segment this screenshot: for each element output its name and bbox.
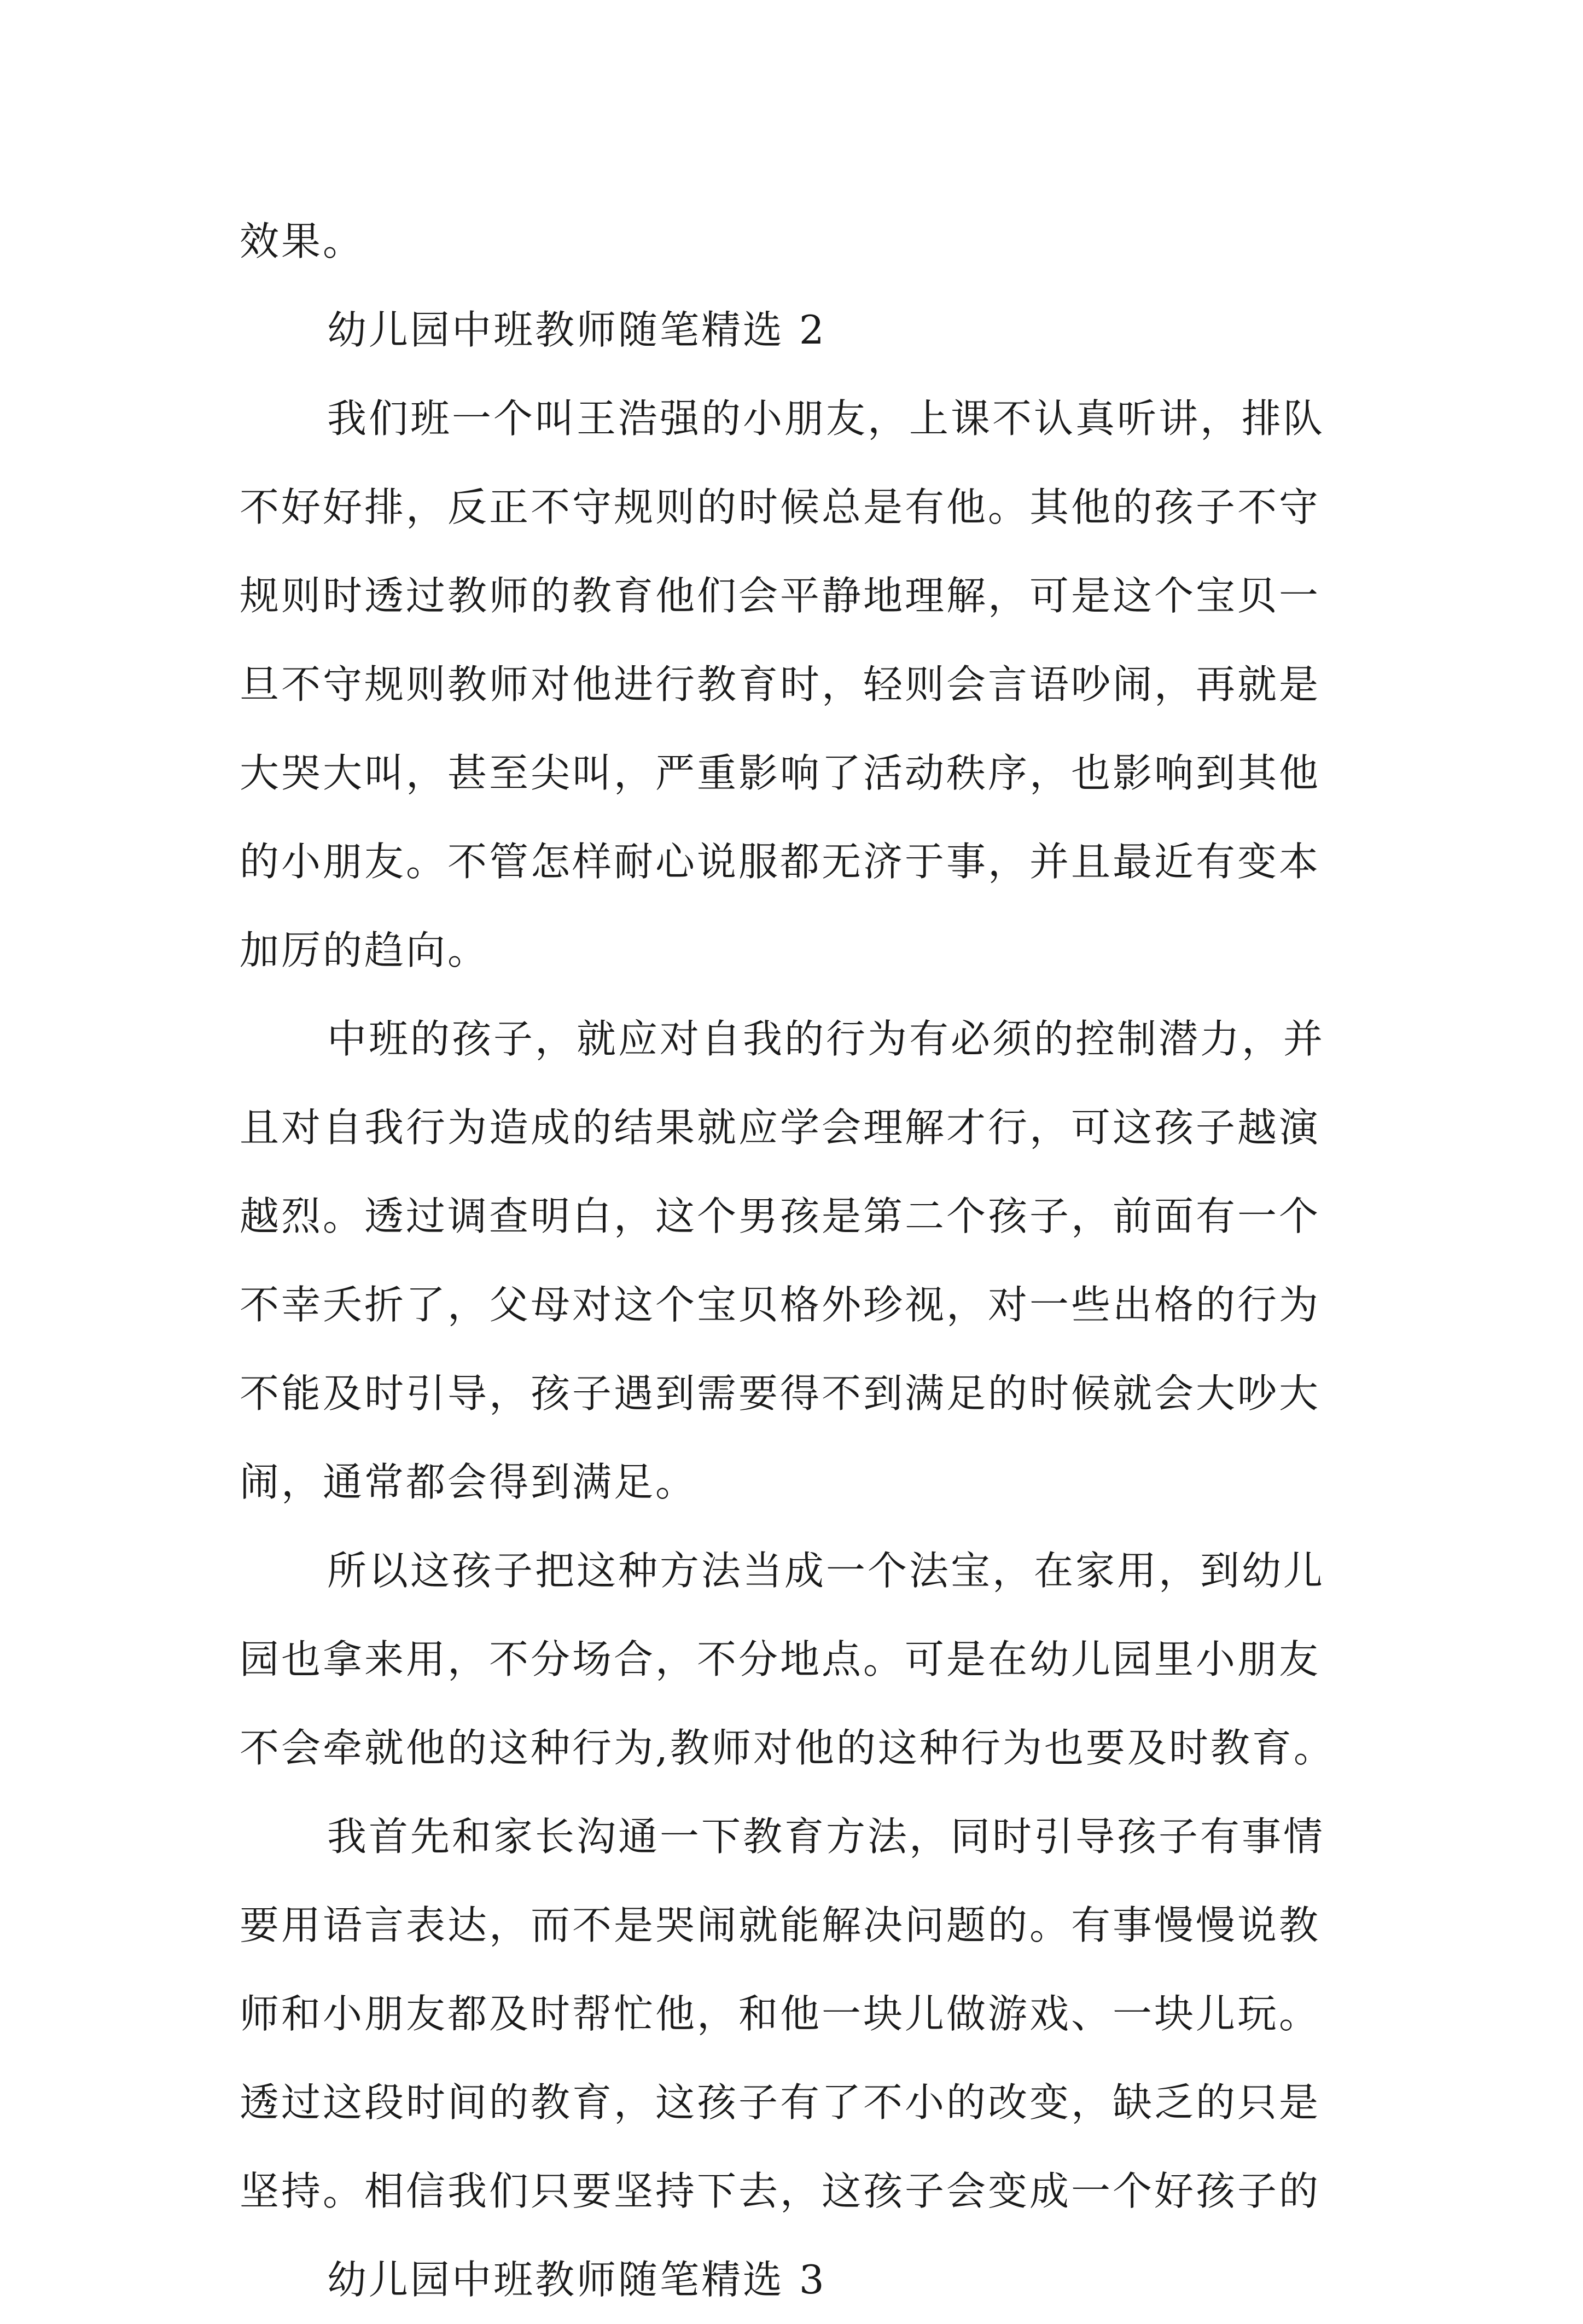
document-body	[240, 197, 1355, 2324]
paragraph-line: 所以这孩子把这种方法当成一个法宝，在家用，到幼儿	[327, 1548, 1325, 1594]
paragraph-line: 闹，通常都会得到满足。	[240, 1459, 697, 1505]
paragraph-line: 大哭大叫，甚至尖叫，严重影响了活动秩序，也影响到其他	[240, 750, 1321, 796]
paragraph-line: 不会牵就他的这种行为,教师对他的这种行为也要及时教育。	[240, 1725, 1335, 1771]
paragraph-line: 坚持。相信我们只要坚持下去，这孩子会变成一个好孩子的	[240, 2168, 1321, 2214]
paragraph-line: 的小朋友。不管怎样耐心说服都无济于事，并且最近有变本	[240, 839, 1321, 885]
paragraph-line: 不能及时引导，孩子遇到需要得不到满足的时候就会大吵大	[240, 1370, 1321, 1416]
paragraph-line: 中班的孩子，就应对自我的行为有必须的控制潜力，并	[327, 1016, 1325, 1062]
paragraph-line: 透过这段时间的教育，这孩子有了不小的改变，缺乏的只是	[240, 2079, 1321, 2125]
section-heading: 幼儿园中班教师随笔精选 2	[327, 307, 827, 353]
paragraph-line: 不幸夭折了，父母对这个宝贝格外珍视，对一些出格的行为	[240, 1282, 1321, 1328]
paragraph-line: 旦不守规则教师对他进行教育时，轻则会言语吵闹，再就是	[240, 661, 1321, 707]
paragraph-line: 不好好排，反正不守规则的时候总是有他。其他的孩子不守	[240, 484, 1321, 530]
paragraph-line: 师和小朋友都及时帮忙他，和他一块儿做游戏、一块儿玩。	[240, 1991, 1321, 2037]
paragraph-line: 园也拿来用，不分场合，不分地点。可是在幼儿园里小朋友	[240, 1636, 1321, 1682]
paragraph-line: 要用语言表达，而不是哭闹就能解决问题的。有事慢慢说教	[240, 1902, 1321, 1948]
section-heading: 幼儿园中班教师随笔精选 3	[327, 2257, 827, 2303]
paragraph-line: 效果。	[240, 218, 365, 264]
paragraph-line: 我们班一个叫王浩强的小朋友，上课不认真听讲，排队	[327, 396, 1325, 441]
paragraph-line: 且对自我行为造成的结果就应学会理解才行，可这孩子越演	[240, 1105, 1321, 1151]
paragraph-line: 规则时透过教师的教育他们会平静地理解，可是这个宝贝一	[240, 573, 1321, 619]
paragraph-line: 我首先和家长沟通一下教育方法，同时引导孩子有事情	[327, 1814, 1325, 1860]
paragraph-line: 越烈。透过调查明白，这个男孩是第二个孩子，前面有一个	[240, 1193, 1321, 1239]
paragraph-line: 加厉的趋向。	[240, 927, 490, 973]
